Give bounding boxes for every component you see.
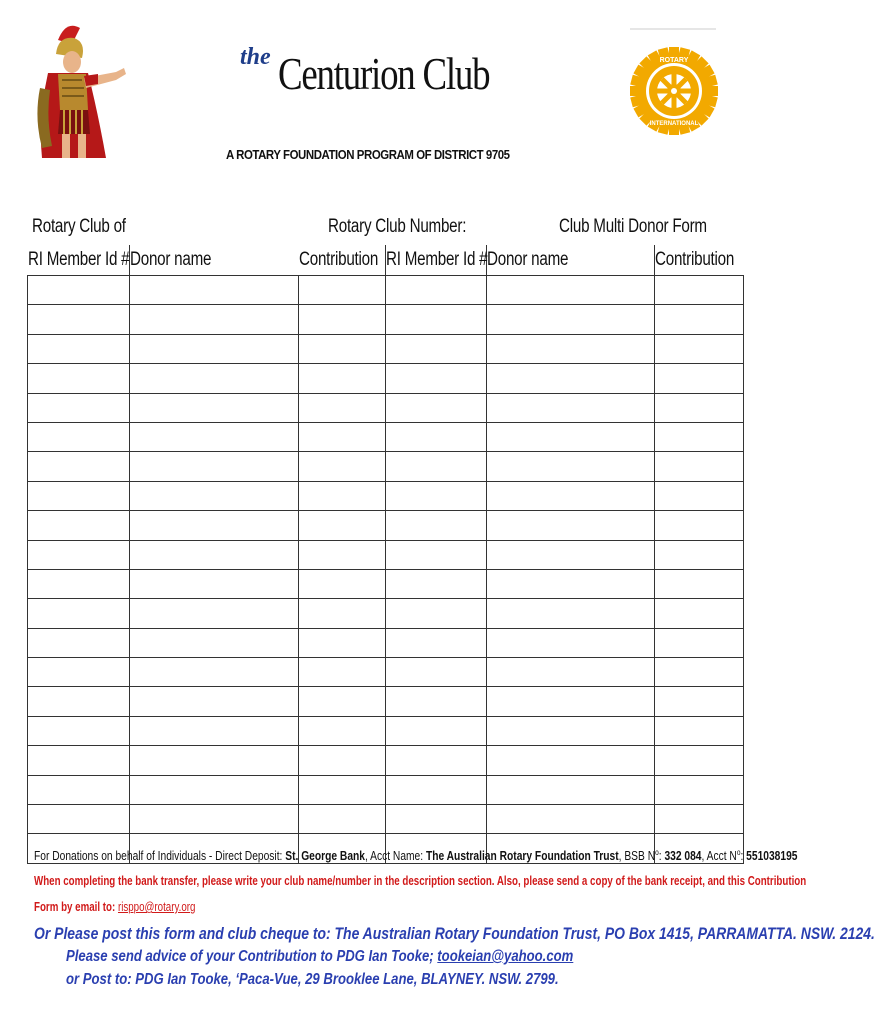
table-cell[interactable] <box>299 569 386 598</box>
table-row <box>28 658 744 687</box>
table-cell[interactable] <box>299 775 386 804</box>
table-cell[interactable] <box>386 599 487 628</box>
table-row <box>28 334 744 363</box>
table-cell[interactable] <box>487 305 655 334</box>
table-cell[interactable] <box>28 276 130 305</box>
table-cell[interactable] <box>487 805 655 834</box>
table-cell[interactable] <box>28 569 130 598</box>
table-row <box>28 628 744 657</box>
page-title: Centurion Club <box>278 49 490 99</box>
table-cell[interactable] <box>487 658 655 687</box>
table-cell[interactable] <box>487 364 655 393</box>
table-cell[interactable] <box>299 452 386 481</box>
table-cell[interactable] <box>130 393 299 422</box>
table-cell[interactable] <box>487 452 655 481</box>
table-cell[interactable] <box>655 481 744 510</box>
table-row <box>28 746 744 775</box>
table-cell[interactable] <box>130 540 299 569</box>
table-cell[interactable] <box>299 364 386 393</box>
table-body <box>28 276 744 864</box>
rotary-international-logo <box>630 28 718 183</box>
table-cell[interactable] <box>386 716 487 745</box>
table-cell[interactable] <box>655 599 744 628</box>
table-cell[interactable] <box>299 805 386 834</box>
table-cell[interactable] <box>487 540 655 569</box>
table-cell[interactable] <box>386 628 487 657</box>
deposit-details: For Donations on behalf of Individuals - Direct Deposit: St. George Bank, Acct Name: The Australian Rotary Foundation Trust, BSB $N^o$: 332 084, Acct $N^o$: 551038195 <box>34 848 798 864</box>
table-row <box>28 775 744 804</box>
table-cell[interactable] <box>655 364 744 393</box>
table-cell[interactable] <box>28 599 130 628</box>
table-cell[interactable] <box>487 628 655 657</box>
table-cell[interactable] <box>28 805 130 834</box>
table-row <box>28 305 744 334</box>
table-cell[interactable] <box>299 422 386 451</box>
column-header-contribution: Contribution <box>298 249 378 270</box>
table-row <box>28 276 744 305</box>
table-header-row <box>28 245 744 276</box>
table-cell[interactable] <box>130 569 299 598</box>
post-address: or Post to: PDG Ian Tooke, ‘Paca-Vue, 29 Brooklee Lane, BLAYNEY. NSW. 2799. <box>66 971 559 988</box>
transfer-instructions: When completing the bank transfer, please write your club name/number in the description section. Also, please send a copy of the bank receipt, and this Contribution <box>34 874 807 888</box>
page-subtitle: A ROTARY FOUNDATION PROGRAM OF DISTRICT 9705 <box>226 147 510 162</box>
table-cell[interactable] <box>386 305 487 334</box>
table-cell[interactable] <box>386 422 487 451</box>
table-cell[interactable] <box>487 334 655 363</box>
table-cell[interactable] <box>28 658 130 687</box>
table-cell[interactable] <box>28 422 130 451</box>
table-cell[interactable] <box>299 481 386 510</box>
table-cell[interactable] <box>130 805 299 834</box>
table-cell[interactable] <box>386 452 487 481</box>
table-cell[interactable] <box>299 687 386 716</box>
table-cell[interactable] <box>655 687 744 716</box>
email-link[interactable]: risppo@rotary.org <box>117 900 196 914</box>
table-cell[interactable] <box>130 452 299 481</box>
table-row <box>28 393 744 422</box>
table-row <box>28 805 744 834</box>
rotary-club-label: Rotary Club of <box>32 216 126 237</box>
table-cell[interactable] <box>299 540 386 569</box>
table-cell[interactable] <box>130 716 299 745</box>
table-cell[interactable] <box>487 481 655 510</box>
table-cell[interactable] <box>299 658 386 687</box>
table-cell[interactable] <box>655 511 744 540</box>
table-cell[interactable] <box>386 569 487 598</box>
table-cell[interactable] <box>386 334 487 363</box>
form-name: Club Multi Donor Form <box>559 216 707 237</box>
table-cell[interactable] <box>655 334 744 363</box>
centurion-illustration <box>28 18 128 163</box>
column-header-ri-member-id-2: RI Member Id # <box>386 245 487 276</box>
table-cell[interactable] <box>655 658 744 687</box>
table-row <box>28 422 744 451</box>
table-cell[interactable] <box>299 716 386 745</box>
table-cell[interactable] <box>299 511 386 540</box>
bsb-number: 332 084 <box>664 849 702 864</box>
table-cell[interactable] <box>299 334 386 363</box>
table-cell[interactable] <box>386 481 487 510</box>
svg-text:INTERNATIONAL: INTERNATIONAL <box>649 121 699 127</box>
table-cell[interactable] <box>130 276 299 305</box>
column-header-donor-name: Donor name <box>130 245 299 276</box>
table-cell[interactable] <box>28 334 130 363</box>
table-cell[interactable] <box>299 628 386 657</box>
table-cell[interactable] <box>655 775 744 804</box>
table-cell[interactable] <box>386 658 487 687</box>
table-cell[interactable] <box>655 276 744 305</box>
column-header-ri-member-id: RI Member Id # <box>27 249 129 270</box>
table-cell[interactable] <box>28 540 130 569</box>
table-cell[interactable] <box>28 746 130 775</box>
table-cell[interactable] <box>487 746 655 775</box>
table-cell[interactable] <box>28 716 130 745</box>
account-number: 551038195 <box>746 849 798 864</box>
table-cell[interactable] <box>655 805 744 834</box>
table-cell[interactable] <box>130 511 299 540</box>
table-row <box>28 364 744 393</box>
rotary-logo-lettering: ROTARY <box>659 57 689 64</box>
table-cell[interactable] <box>487 276 655 305</box>
table-cell[interactable] <box>28 775 130 804</box>
table-cell[interactable] <box>299 305 386 334</box>
table-cell[interactable] <box>487 716 655 745</box>
table-cell[interactable] <box>655 540 744 569</box>
table-cell[interactable] <box>299 276 386 305</box>
table-cell[interactable] <box>130 687 299 716</box>
table-cell[interactable] <box>386 775 487 804</box>
email-instructions: Form by email to: risppo@rotary.org <box>34 900 196 914</box>
post-instructions: Or Please post this form and club cheque to: The Australian Rotary Foundation Trust, PO Box 1415, PARRAMATTA. NSW. 2124. <box>34 924 875 943</box>
donor-table <box>27 245 744 864</box>
column-header-contribution-2: Contribution <box>655 245 744 276</box>
table-cell[interactable] <box>299 393 386 422</box>
table-cell[interactable] <box>655 305 744 334</box>
table-cell[interactable] <box>386 511 487 540</box>
table-cell[interactable] <box>386 805 487 834</box>
table-cell[interactable] <box>386 276 487 305</box>
table-cell[interactable] <box>487 393 655 422</box>
table-cell[interactable] <box>28 687 130 716</box>
bank-name: St. George Bank <box>285 849 365 864</box>
column-header-donor-name-2: Donor name <box>487 245 655 276</box>
table-cell[interactable] <box>655 746 744 775</box>
table-cell[interactable] <box>130 599 299 628</box>
table-cell[interactable] <box>28 452 130 481</box>
table-cell[interactable] <box>655 569 744 598</box>
table-cell[interactable] <box>130 628 299 657</box>
table-cell[interactable] <box>28 305 130 334</box>
table-cell[interactable] <box>28 364 130 393</box>
table-cell[interactable] <box>28 628 130 657</box>
table-cell[interactable] <box>28 481 130 510</box>
table-cell[interactable] <box>386 364 487 393</box>
title-prefix: the <box>240 44 271 70</box>
table-cell[interactable] <box>130 334 299 363</box>
table-cell[interactable] <box>28 393 130 422</box>
table-cell[interactable] <box>655 422 744 451</box>
table-cell[interactable] <box>130 364 299 393</box>
rotary-club-number-label: Rotary Club Number: <box>328 216 467 237</box>
table-cell[interactable] <box>386 746 487 775</box>
table-cell[interactable] <box>655 393 744 422</box>
table-cell[interactable] <box>386 687 487 716</box>
table-cell[interactable] <box>299 746 386 775</box>
table-cell[interactable] <box>655 628 744 657</box>
table-cell[interactable] <box>130 305 299 334</box>
table-cell[interactable] <box>386 393 487 422</box>
advice-email-link[interactable]: tookeian@yahoo.com <box>437 948 574 965</box>
table-cell[interactable] <box>130 481 299 510</box>
table-cell[interactable] <box>130 658 299 687</box>
table-row <box>28 687 744 716</box>
table-cell[interactable] <box>28 511 130 540</box>
table-cell[interactable] <box>655 716 744 745</box>
table-row <box>28 452 744 481</box>
table-cell[interactable] <box>487 687 655 716</box>
table-row <box>28 481 744 510</box>
table-cell[interactable] <box>487 569 655 598</box>
table-row <box>28 716 744 745</box>
account-name: The Australian Rotary Foundation Trust <box>425 849 619 864</box>
table-row <box>28 569 744 598</box>
table-row <box>28 540 744 569</box>
table-cell[interactable] <box>299 599 386 628</box>
table-cell[interactable] <box>487 599 655 628</box>
table-cell[interactable] <box>655 452 744 481</box>
table-cell[interactable] <box>130 746 299 775</box>
table-cell[interactable] <box>487 422 655 451</box>
table-cell[interactable] <box>487 775 655 804</box>
table-row <box>28 511 744 540</box>
table-cell[interactable] <box>386 540 487 569</box>
table-cell[interactable] <box>130 775 299 804</box>
table-cell[interactable] <box>487 511 655 540</box>
advice-instructions: Please send advice of your Contribution to PDG Ian Tooke; tookeian@yahoo.com <box>66 948 574 965</box>
table-cell[interactable] <box>130 422 299 451</box>
table-row <box>28 599 744 628</box>
